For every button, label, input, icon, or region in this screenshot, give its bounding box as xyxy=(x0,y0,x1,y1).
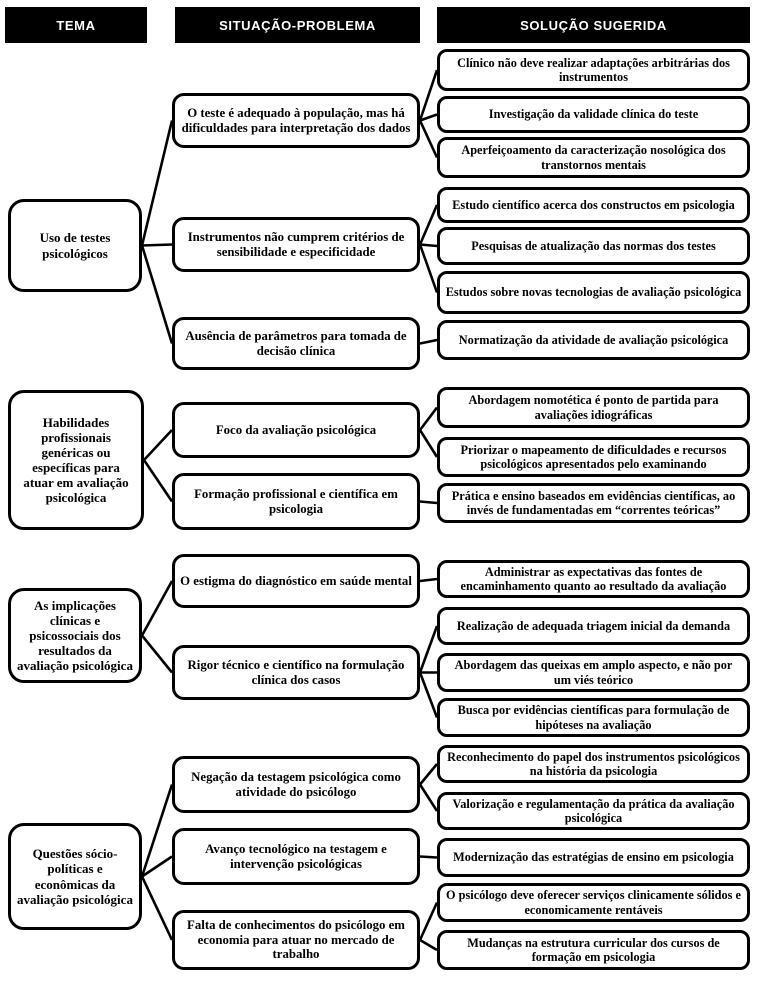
box-text: Modernização das estratégias de ensino em psicologia xyxy=(453,850,734,865)
column-header-label: SOLUÇÃO SUGERIDA xyxy=(520,17,667,33)
box-text: Abordagem das queixas em amplo aspecto, e não por um viés teórico xyxy=(454,658,733,687)
connector-line xyxy=(142,581,172,636)
box-text: Estudos sobre novas tecnologias de avaliação psicológica xyxy=(445,285,742,300)
solucao-box-s7 xyxy=(437,320,750,360)
box-text: Investigação da validade clínica do teste xyxy=(488,107,699,122)
column-header-label: TEMA xyxy=(56,17,96,33)
problema-box-p2 xyxy=(172,217,420,272)
box-text: O teste é adequado à população, mas há dificuldades para interpretação dos dados xyxy=(181,105,411,135)
box-text: Formação profissional e científica em psicologia xyxy=(194,486,398,516)
connector-line xyxy=(420,626,437,673)
solucao-box-s3 xyxy=(437,137,750,178)
solucao-box-s5 xyxy=(437,227,750,265)
solucao-box-s9 xyxy=(437,437,750,477)
connector-line xyxy=(420,673,437,718)
box-text: O estigma do diagnóstico em saúde mental xyxy=(180,573,412,588)
problema-box-p8 xyxy=(172,756,420,813)
connector-line xyxy=(142,785,172,877)
column-header-h-situacao xyxy=(175,7,420,43)
connector-line xyxy=(420,857,437,858)
connector-line xyxy=(420,70,437,121)
connector-line xyxy=(420,245,437,293)
connector-line xyxy=(142,246,172,344)
problema-box-p7 xyxy=(172,645,420,700)
solucao-box-s16 xyxy=(437,792,750,830)
connector-line xyxy=(420,940,437,950)
box-text: Abordagem nomotética é ponto de partida para avaliações idiográficas xyxy=(468,393,719,422)
solucao-box-s13 xyxy=(437,653,750,692)
solucao-box-s2 xyxy=(437,96,750,133)
solucao-box-s6 xyxy=(437,271,750,314)
connector-line xyxy=(420,764,437,785)
solucao-box-s10 xyxy=(437,483,750,523)
box-text: Questões sócio-políticas e econômicas da avaliação psicológica xyxy=(17,846,133,907)
tema-box-t1 xyxy=(8,199,142,292)
box-text: Valorização e regulamentação da prática da avaliação psicológica xyxy=(452,796,735,825)
box-text: Reconhecimento do papel dos instrumentos psicológicos na história da psicologia xyxy=(447,749,740,778)
solucao-box-s15 xyxy=(437,745,750,783)
problema-box-p6 xyxy=(172,554,420,608)
connector-line xyxy=(144,430,172,460)
connector-line xyxy=(420,408,437,431)
box-text: Falta de conhecimentos do psicólogo em economia para atuar no mercado de trabalho xyxy=(187,917,405,962)
box-text: O psicólogo deve oferecer serviços clinicamente sólidos e economicamente rentáveis xyxy=(446,888,741,917)
box-text: Habilidades profissionais genéricas ou específicas para atuar em avaliação psicológica xyxy=(23,414,129,506)
box-text: Instrumentos não cumprem critérios de sensibilidade e especificidade xyxy=(187,229,405,259)
problema-box-p4 xyxy=(172,402,420,458)
box-text: Foco da avaliação psicológica xyxy=(215,422,377,437)
problema-box-p3 xyxy=(172,317,420,370)
solucao-box-s19 xyxy=(437,930,750,970)
solucao-box-s17 xyxy=(437,838,750,877)
solucao-box-s4 xyxy=(437,187,750,223)
column-header-h-tema xyxy=(5,7,147,43)
solucao-box-s12 xyxy=(437,607,750,645)
box-text: Administrar as expectativas das fontes de encaminhamento quanto ao resultado da avaliação xyxy=(460,564,727,593)
box-text: Negação da testagem psicológica como atividade do psicólogo xyxy=(191,769,401,799)
problema-box-p1 xyxy=(172,93,420,148)
connector-line xyxy=(142,636,172,673)
connector-line xyxy=(420,245,437,247)
box-text: Priorizar o mapeamento de dificuldades e recursos psicológicos apresentados pelo examinando xyxy=(460,442,727,471)
box-text: Rigor técnico e científico na formulação clínica dos casos xyxy=(187,657,405,687)
column-header-h-solucao xyxy=(437,7,750,43)
connector-line xyxy=(420,340,437,344)
problema-box-p10 xyxy=(172,910,420,970)
box-text: Mudanças na estrutura curricular dos cursos de formação em psicologia xyxy=(467,935,720,964)
column-header-label: SITUAÇÃO-PROBLEMA xyxy=(219,17,376,33)
connector-line xyxy=(142,877,172,941)
problema-box-p9 xyxy=(172,828,420,885)
solucao-box-s8 xyxy=(437,387,750,428)
box-text: Clínico não deve realizar adaptações arbitrárias dos instrumentos xyxy=(457,55,730,84)
box-text: Aperfeiçoamento da caracterização nosológica dos transtornos mentais xyxy=(461,143,726,172)
connector-line xyxy=(420,579,437,581)
solucao-box-s1 xyxy=(437,49,750,91)
solucao-box-s14 xyxy=(437,698,750,737)
box-text: Normatização da atividade de avaliação psicológica xyxy=(458,332,729,347)
box-text: Pesquisas de atualização das normas dos testes xyxy=(471,238,716,253)
connector-line xyxy=(420,121,437,158)
box-text: Prática e ensino baseados em evidências científicas, ao invés de fundamentadas em “correntes teóricas” xyxy=(451,488,736,517)
connector-line xyxy=(420,205,437,245)
box-text: As implicações clínicas e psicossociais dos resultados da avaliação psicológica xyxy=(17,597,133,674)
solucao-box-s18 xyxy=(437,883,750,922)
box-text: Estudo científico acerca dos constructos em psicologia xyxy=(452,197,735,212)
solucao-box-s11 xyxy=(437,560,750,598)
box-text: Uso de testes psicológicos xyxy=(39,230,111,261)
connector-line xyxy=(142,121,172,246)
box-text: Avanço tecnológico na testagem e intervenção psicológicas xyxy=(205,841,387,871)
problema-box-p5 xyxy=(172,473,420,530)
connector-line xyxy=(420,430,437,457)
box-text: Realização de adequada triagem inicial da demanda xyxy=(456,618,731,633)
connector-line xyxy=(420,785,437,812)
connector-line xyxy=(420,502,437,504)
connector-line xyxy=(142,245,172,246)
connector-line xyxy=(144,460,172,502)
box-text: Ausência de parâmetros para tomada de decisão clínica xyxy=(185,328,407,358)
tema-box-t3 xyxy=(8,588,142,683)
tema-box-t4 xyxy=(8,823,142,930)
connector-line xyxy=(420,903,437,941)
tema-box-t2 xyxy=(8,390,144,530)
box-text: Busca por evidências científicas para formulação de hipóteses na avaliação xyxy=(457,703,730,732)
